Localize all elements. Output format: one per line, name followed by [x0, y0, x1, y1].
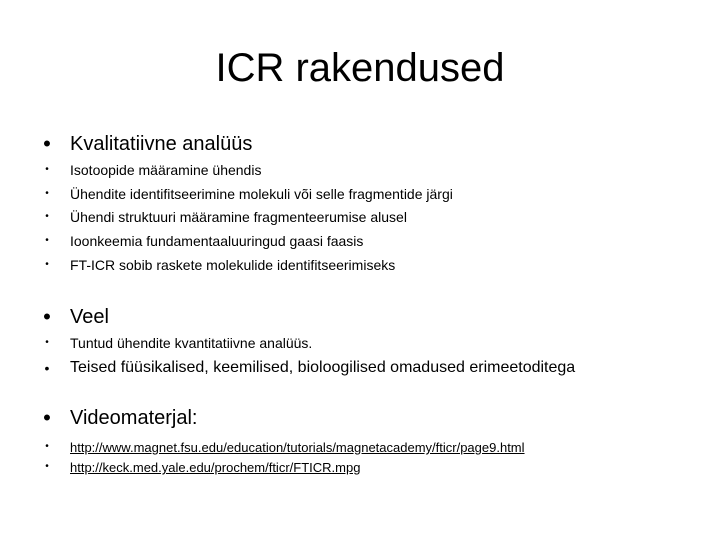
bullet-icon: •: [45, 164, 49, 175]
list-item-text: Ühendite identifitseerimine molekuli või selle fragmentide järgi: [70, 186, 453, 202]
list-item-link-wrap: [70, 438, 525, 457]
list-item-link-wrap: [70, 458, 360, 477]
list-item-text: Isotoopide määramine ühendis: [70, 162, 262, 178]
slide-title: ICR rakendused: [215, 46, 505, 90]
bullet-icon: •: [45, 441, 49, 452]
bullet-icon: •: [43, 405, 51, 430]
bullet-icon: •: [44, 360, 50, 376]
list-item-text: Tuntud ühendite kvantitatiivne analüüs.: [70, 335, 313, 351]
bullet-icon: •: [45, 259, 49, 270]
list-item-text: Ioonkeemia fundamentaaluuringud gaasi faasis: [70, 233, 364, 249]
bullet-icon: •: [45, 337, 49, 348]
list-item-text: Teised füüsikalised, keemilised, bioloogilised omadused erimeetoditega: [70, 359, 576, 376]
bullet-icon: •: [43, 131, 51, 156]
bullet-icon: •: [45, 211, 49, 222]
list-item-text: FT-ICR sobib raskete molekulide identifitseerimiseks: [70, 257, 396, 273]
video-link-magnet[interactable]: http://www.magnet.fsu.edu/education/tutorials/magnetacademy/fticr/page9.html: [70, 440, 525, 455]
section-heading-label: Kvalitatiivne analüüs: [70, 133, 253, 155]
bullet-icon: •: [43, 304, 51, 329]
list-item-text: Ühendi struktuuri määramine fragmenteerumise alusel: [70, 209, 407, 225]
video-link-keck[interactable]: http://keck.med.yale.edu/prochem/fticr/FTICR.mpg: [70, 460, 361, 475]
section-heading-label: Videomaterjal:: [70, 407, 198, 429]
bullet-icon: •: [45, 461, 49, 472]
bullet-icon: •: [45, 188, 49, 199]
section-heading-label: Veel: [70, 306, 109, 328]
bullet-icon: •: [45, 235, 49, 246]
